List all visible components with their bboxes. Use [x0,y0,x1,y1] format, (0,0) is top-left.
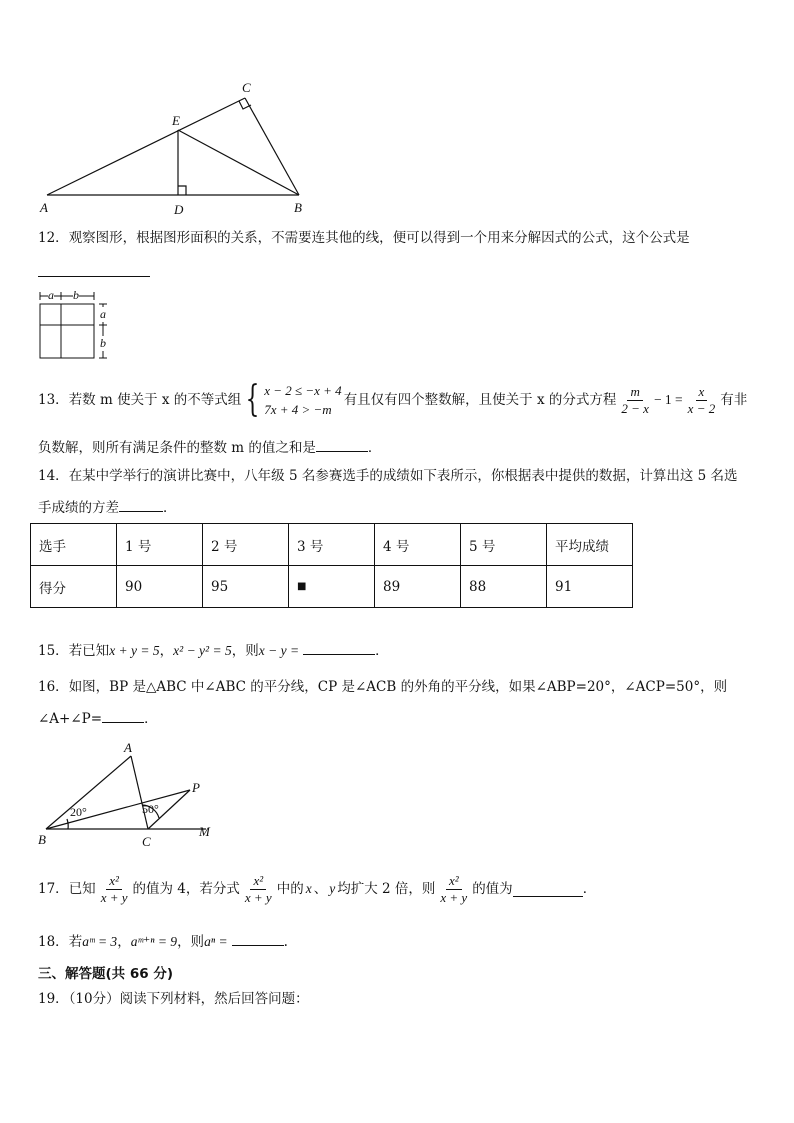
q18-sep: ， [117,934,131,950]
q13-line2-end: ． [367,440,382,456]
q19-number: 19． [38,991,69,1007]
q14-line2-end: ． [163,500,177,516]
q15-number: 15． [38,643,69,659]
q16-line2: ∠A+∠P= [38,711,103,727]
q13-system [241,381,341,419]
table-row [31,524,633,566]
label-c: C [242,80,251,95]
q15-answer-blank[interactable] [303,640,375,655]
fig16-label-a: A [124,740,132,755]
q18-text-1: 若 [68,934,83,950]
q13-text-1: 若数 m 使关于 x 的不等式组 [68,392,242,408]
q15-eq-2: x² − y² = 5 [173,643,232,658]
q18-number: 18． [38,934,69,950]
question-15 [38,640,389,661]
question-16 [38,677,727,697]
section-title: 三、解答题(共 66 分) [38,966,174,982]
table-header-cell: 2 号 [203,524,289,566]
question-17 [38,868,596,910]
q13-answer-blank[interactable] [316,437,368,452]
table-cell: 得分 [31,566,117,608]
dim-label-a-side: a [100,307,106,321]
q14-line1: 在某中学举行的演讲比赛中，八年级 5 名参赛选手的成绩如下表所示，你根据表中提供的数据，计算出这 5 名选 [68,468,738,484]
fig16-label-m: M [199,824,210,839]
q15-text-1: 若已知 [68,643,110,659]
question-13-line2 [38,437,381,458]
q17-end: ． [582,881,597,897]
q17-text-2: 的值为 4，若分式 [132,881,240,897]
question-14-line2 [38,497,177,518]
q17-text-3: 中的 [276,881,304,897]
q17-var-x: x [305,881,312,896]
q13-number: 13． [38,392,69,408]
q18-eq-1: aᵐ = 3 [82,934,118,949]
question-19 [38,989,309,1009]
q12-number: 12． [38,230,69,246]
table-header-cell: 平均成绩 [547,524,633,566]
q14-line2: 手成绩的方差 [38,500,119,516]
q15-end: ． [375,643,389,659]
q18-end: . [283,934,288,950]
q17-text-4: 均扩大 2 倍，则 [337,881,436,897]
table-cell: 88 [461,566,547,608]
q15-eq-3: x − y = [258,643,300,658]
q14-number: 14． [38,468,69,484]
table-header-cell: 4 号 [375,524,461,566]
q14-answer-blank[interactable] [119,497,163,512]
table-header-cell: 3 号 [289,524,375,566]
table-cell: 91 [547,566,633,608]
q17-fraction-1: $\frac{\text{x²}}{x + y}$ [100,872,128,905]
q13-fraction-2: $\frac{x}{x - 2}$ [687,383,716,416]
q17-sep: 、 [313,881,328,897]
q13-minus-one: − 1 = [653,392,683,407]
q13-inequality-1: x − 2 ≤ −x + 4 [264,383,342,398]
label-b: B [294,200,302,215]
q12-text: 观察图形，根据图形面积的关系，不需要连其他的线，便可以得到一个用来分解因式的公式，这个公式是 [68,230,690,246]
q13-fraction-1: $\frac{m}{2 - x}$ [621,383,649,416]
table-cell: 90 [117,566,203,608]
dim-label-b-side: b [100,336,106,350]
q13-inequality-2: 7x + 4 > −m [264,402,332,417]
q17-number: 17． [38,881,69,897]
question-13 [38,380,747,420]
fig16-label-c: C [142,834,151,849]
label-e: E [172,113,180,128]
q17-fraction-3: $\frac{\text{x²}}{x + y}$ [440,872,468,905]
q15-sep: ， [159,643,174,659]
q17-text-1: 已知 [68,881,96,897]
q12-answer-blank[interactable] [38,262,150,277]
q16-answer-blank[interactable] [102,708,144,723]
question-18 [38,931,288,952]
left-brace-icon: { [245,379,260,420]
q15-eq-1: x + y = 5 [109,643,160,658]
figure-triangle-abc [30,78,320,218]
dim-label-b-top: b [73,288,79,302]
table-header-cell: 选手 [31,524,117,566]
q19-text: （10分）阅读下列材料，然后回答问题： [68,991,309,1007]
question-16-line2 [38,708,158,729]
q17-text-5: 的值为 [472,881,513,897]
table-cell: 95 [203,566,289,608]
fig16-angle-50: 50° [142,802,159,816]
q13-text-2: 有且仅有四个整数解，且使关于 x 的分式方程 [343,392,617,408]
q16-number: 16． [38,679,69,695]
q18-eq-2: aᵐ⁺ⁿ = 9 [130,934,178,949]
q13-line2: 负数解，则所有满足条件的整数 m 的值之和是 [38,440,316,456]
table-cell: 89 [375,566,461,608]
fig16-angle-20: 20° [70,805,87,819]
dim-label-a-top: a [48,288,54,302]
table-row [31,566,633,608]
label-d: D [174,202,184,217]
q17-answer-blank[interactable] [513,882,583,897]
score-table [30,523,633,608]
q16-line2-end: ． [144,711,158,727]
q16-line1: 如图，BP 是△ABC 中∠ABC 的平分线，CP 是∠ACB 的外角的平分线，如果∠ABP=20°，∠ACP=50°，则 [68,679,728,695]
table-header-cell: 5 号 [461,524,547,566]
q13-text-3: 有非 [720,392,748,408]
question-14 [38,466,738,486]
fig16-label-b: B [38,832,46,847]
fig16-label-p: P [192,780,200,795]
label-a: A [40,200,48,215]
q18-eq-3: aⁿ = [204,934,228,949]
q18-text-2: ，则 [177,934,205,950]
question-12 [38,228,690,248]
q17-var-y: y [329,881,336,896]
q17-fraction-2: $\frac{\text{x²}}{x + y}$ [244,872,272,905]
table-header-cell: 1 号 [117,524,203,566]
table-cell-hidden-score: ■ [289,566,375,608]
q15-text-2: ，则 [231,643,259,659]
q18-answer-blank[interactable] [232,931,284,946]
